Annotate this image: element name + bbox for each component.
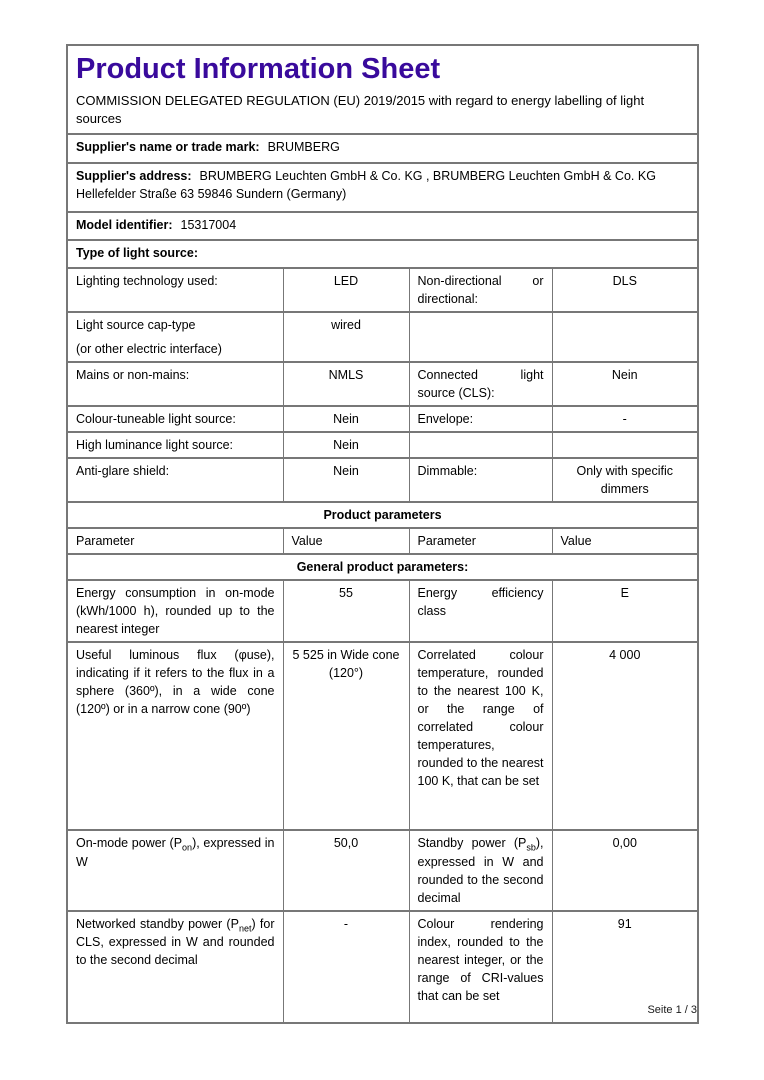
param-cell: Lighting technology used: bbox=[67, 268, 283, 312]
param-cell: Colour rendering index, rounded to the nearest integer, or the range of CRI-values that can be set bbox=[409, 911, 552, 1023]
param-cell: Connected light source (CLS): bbox=[409, 362, 552, 406]
value-cell: DLS bbox=[552, 268, 698, 312]
table-row bbox=[67, 830, 698, 911]
model-identifier-row bbox=[67, 212, 698, 240]
param-text: ) for CLS, expressed in W and rounded to the second decimal bbox=[76, 916, 275, 967]
param-text: Networked standby power (P bbox=[76, 916, 239, 931]
value-cell: NMLS bbox=[283, 362, 409, 406]
param-text: Standby power (P bbox=[417, 836, 527, 850]
table-row bbox=[67, 642, 698, 830]
column-header: Value bbox=[283, 528, 409, 554]
value-cell: Nein bbox=[283, 406, 409, 432]
param-cell bbox=[409, 830, 552, 911]
regulation-text: COMMISSION DELEGATED REGULATION (EU) 2019/2015 with regard to energy labelling of light sources bbox=[76, 93, 645, 126]
param-cell bbox=[67, 830, 283, 911]
value-cell: 55 bbox=[283, 580, 409, 642]
table-row bbox=[67, 432, 698, 458]
title-cell bbox=[67, 45, 698, 134]
value-cell bbox=[552, 312, 698, 362]
supplier-name-label: Supplier's name or trade mark: bbox=[76, 140, 260, 154]
value-cell: LED bbox=[283, 268, 409, 312]
param-text: ), expressed in W and rounded to the second decimal bbox=[417, 836, 544, 905]
param-cell: Dimmable: bbox=[409, 458, 552, 502]
value-cell: 91 bbox=[552, 911, 698, 1023]
supplier-name-row bbox=[67, 134, 698, 163]
type-section-header-row bbox=[67, 240, 698, 268]
cap-type-line1: Light source cap-type bbox=[76, 318, 196, 332]
title-row bbox=[67, 45, 698, 134]
model-identifier-cell bbox=[67, 212, 698, 240]
param-cell bbox=[409, 432, 552, 458]
column-header: Parameter bbox=[67, 528, 283, 554]
param-text: ), expressed in W bbox=[76, 836, 275, 869]
column-header-row bbox=[67, 528, 698, 554]
param-cell bbox=[409, 312, 552, 362]
product-parameters-header-row bbox=[67, 502, 698, 528]
table-row bbox=[67, 362, 698, 406]
param-subscript: net bbox=[238, 923, 252, 933]
supplier-address-label: Supplier's address: bbox=[76, 169, 192, 183]
value-cell: Nein bbox=[283, 432, 409, 458]
value-cell: - bbox=[283, 911, 409, 1023]
param-cell: Energy consumption in on-mode (kWh/1000 h), rounded up to the nearest integer bbox=[67, 580, 283, 642]
supplier-address-cell bbox=[67, 163, 698, 212]
param-cell: Non-directional or directional: bbox=[409, 268, 552, 312]
value-cell: 50,0 bbox=[283, 830, 409, 911]
supplier-address-row bbox=[67, 163, 698, 212]
value-cell: 4 000 bbox=[552, 642, 698, 830]
param-cell: Anti-glare shield: bbox=[67, 458, 283, 502]
general-parameters-header: General product parameters: bbox=[67, 554, 698, 580]
product-parameters-header: Product parameters bbox=[67, 502, 698, 528]
supplier-name-cell bbox=[67, 134, 698, 163]
param-cell: Energy efficiency class bbox=[409, 580, 552, 642]
type-section-header: Type of light source: bbox=[67, 240, 698, 268]
table-row bbox=[67, 312, 698, 362]
param-subscript: sb bbox=[526, 842, 536, 853]
param-cell: Envelope: bbox=[409, 406, 552, 432]
param-subscript: on bbox=[182, 842, 193, 853]
table-row bbox=[67, 268, 698, 312]
param-cell: Correlated colour temperature, rounded to the nearest 100 K, or the range of correlated colour temperatures, rounded to the nearest 100 K, that can be set bbox=[409, 642, 552, 830]
param-cell: High luminance light source: bbox=[67, 432, 283, 458]
supplier-address-value: BRUMBERG Leuchten GmbH & Co. KG , BRUMBERG Leuchten GmbH & Co. KG Hellefelder Straße 63 59846 Sundern (Germany) bbox=[76, 169, 656, 201]
model-identifier-value: 15317004 bbox=[180, 218, 237, 232]
param-cell: Mains or non-mains: bbox=[67, 362, 283, 406]
page-title: Product Information Sheet bbox=[76, 53, 441, 85]
column-header: Value bbox=[552, 528, 698, 554]
value-cell: wired bbox=[283, 312, 409, 362]
value-cell: E bbox=[552, 580, 698, 642]
param-text: On-mode power (P bbox=[76, 836, 183, 850]
value-cell: 0,00 bbox=[552, 830, 698, 911]
general-parameters-header-row bbox=[67, 554, 698, 580]
column-header: Parameter bbox=[409, 528, 552, 554]
value-cell: - bbox=[552, 406, 698, 432]
model-identifier-label: Model identifier: bbox=[76, 218, 173, 232]
page-number: Seite 1 / 3 bbox=[647, 1004, 697, 1016]
param-cell: Colour-tuneable light source: bbox=[67, 406, 283, 432]
product-info-table bbox=[66, 44, 699, 1024]
value-cell: 5 525 in Wide cone (120°) bbox=[283, 642, 409, 830]
value-cell: Nein bbox=[552, 362, 698, 406]
param-cell bbox=[67, 312, 283, 362]
value-cell: Only with specific dimmers bbox=[552, 458, 698, 502]
param-cell: Useful luminous flux (φuse), indicating if it refers to the flux in a sphere (360º), in a wide cone (120º) or in a narrow cone (90º) bbox=[67, 642, 283, 830]
cap-type-line2: (or other electric interface) bbox=[76, 342, 222, 356]
value-cell: Nein bbox=[283, 458, 409, 502]
supplier-name-value: BRUMBERG bbox=[267, 140, 340, 154]
value-cell bbox=[552, 432, 698, 458]
table-row bbox=[67, 406, 698, 432]
table-row bbox=[67, 458, 698, 502]
table-row bbox=[67, 580, 698, 642]
